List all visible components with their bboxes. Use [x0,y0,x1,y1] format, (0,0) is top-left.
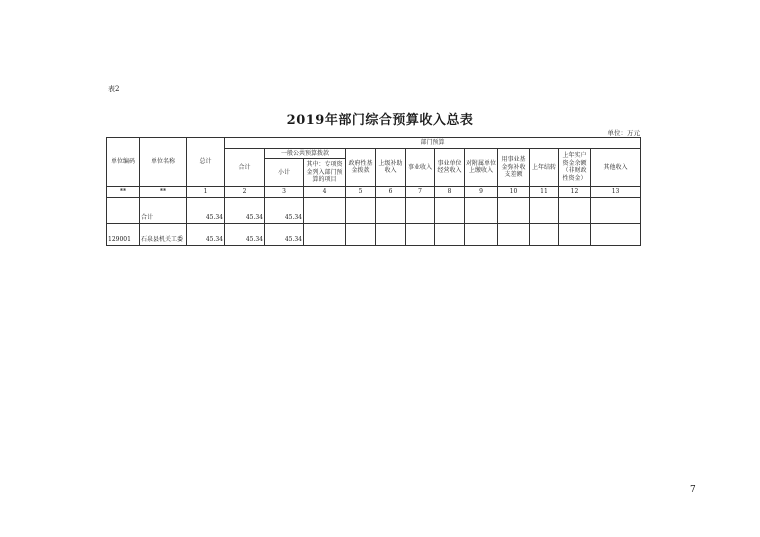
cell-code [107,197,140,223]
header-operating-income: 事业单位经营收入 [435,148,465,187]
header-sum: 合计 [225,148,265,187]
index-cell: 13 [591,187,641,198]
index-cell: 1 [187,187,225,198]
cell-sum: 45.34 [225,197,265,223]
index-cell: 2 [225,187,265,198]
header-total: 总计 [187,138,225,187]
table-row-total [107,197,641,223]
cell-total: 45.34 [187,197,225,223]
index-cell: 5 [346,187,376,198]
cell-subtotal: 45.34 [265,197,304,223]
budget-income-table [106,137,641,246]
index-cell: 7 [406,187,435,198]
cell-sum: 45.34 [225,223,265,245]
header-dept-budget: 部门预算 [225,138,641,149]
header-superior-subsidy: 上级补助收入 [376,148,406,187]
index-cell: 6 [376,187,406,198]
header-prior-funds: 上年实户资金余额（非财政性资金） [559,148,591,187]
index-cell: 4 [304,187,346,198]
header-carryover: 上年结转 [530,148,559,187]
index-cell: 10 [498,187,530,198]
index-cell: ** [107,187,140,198]
cell-code: 129001 [107,223,140,245]
header-unit-code: 单位编码 [107,138,140,187]
index-cell: 12 [559,187,591,198]
table-number-label: 表2 [108,85,120,93]
header-special-project: 其中：专项资金列入部门预算的项目 [304,159,346,187]
index-row [107,187,641,198]
header-subtotal: 小计 [265,159,304,187]
index-cell: 8 [435,187,465,198]
table-row [107,223,641,245]
index-cell: ** [140,187,187,198]
header-general-public-budget: 一般公共预算拨款 [265,148,346,159]
header-business-income: 事业收入 [406,148,435,187]
cell-name: 合计 [140,197,187,223]
cell-name: 石泉县机关工委 [140,223,187,245]
page-number: 7 [690,485,696,495]
cell-total: 45.34 [187,223,225,245]
index-cell: 11 [530,187,559,198]
document-title: 2019年部门综合预算收入总表 [286,113,474,128]
header-unit-name: 单位名称 [140,138,187,187]
index-cell: 9 [465,187,498,198]
unit-label: 单位：万元 [607,129,640,137]
header-other-income: 其他收入 [591,148,641,187]
cell-subtotal: 45.34 [265,223,304,245]
header-fund-supplement: 用事业基金弥补收支差额 [498,148,530,187]
header-gov-fund: 政府性基金拨款 [346,148,376,187]
index-cell: 3 [265,187,304,198]
header-affiliated-income: 对附属单位上缴收入 [465,148,498,187]
